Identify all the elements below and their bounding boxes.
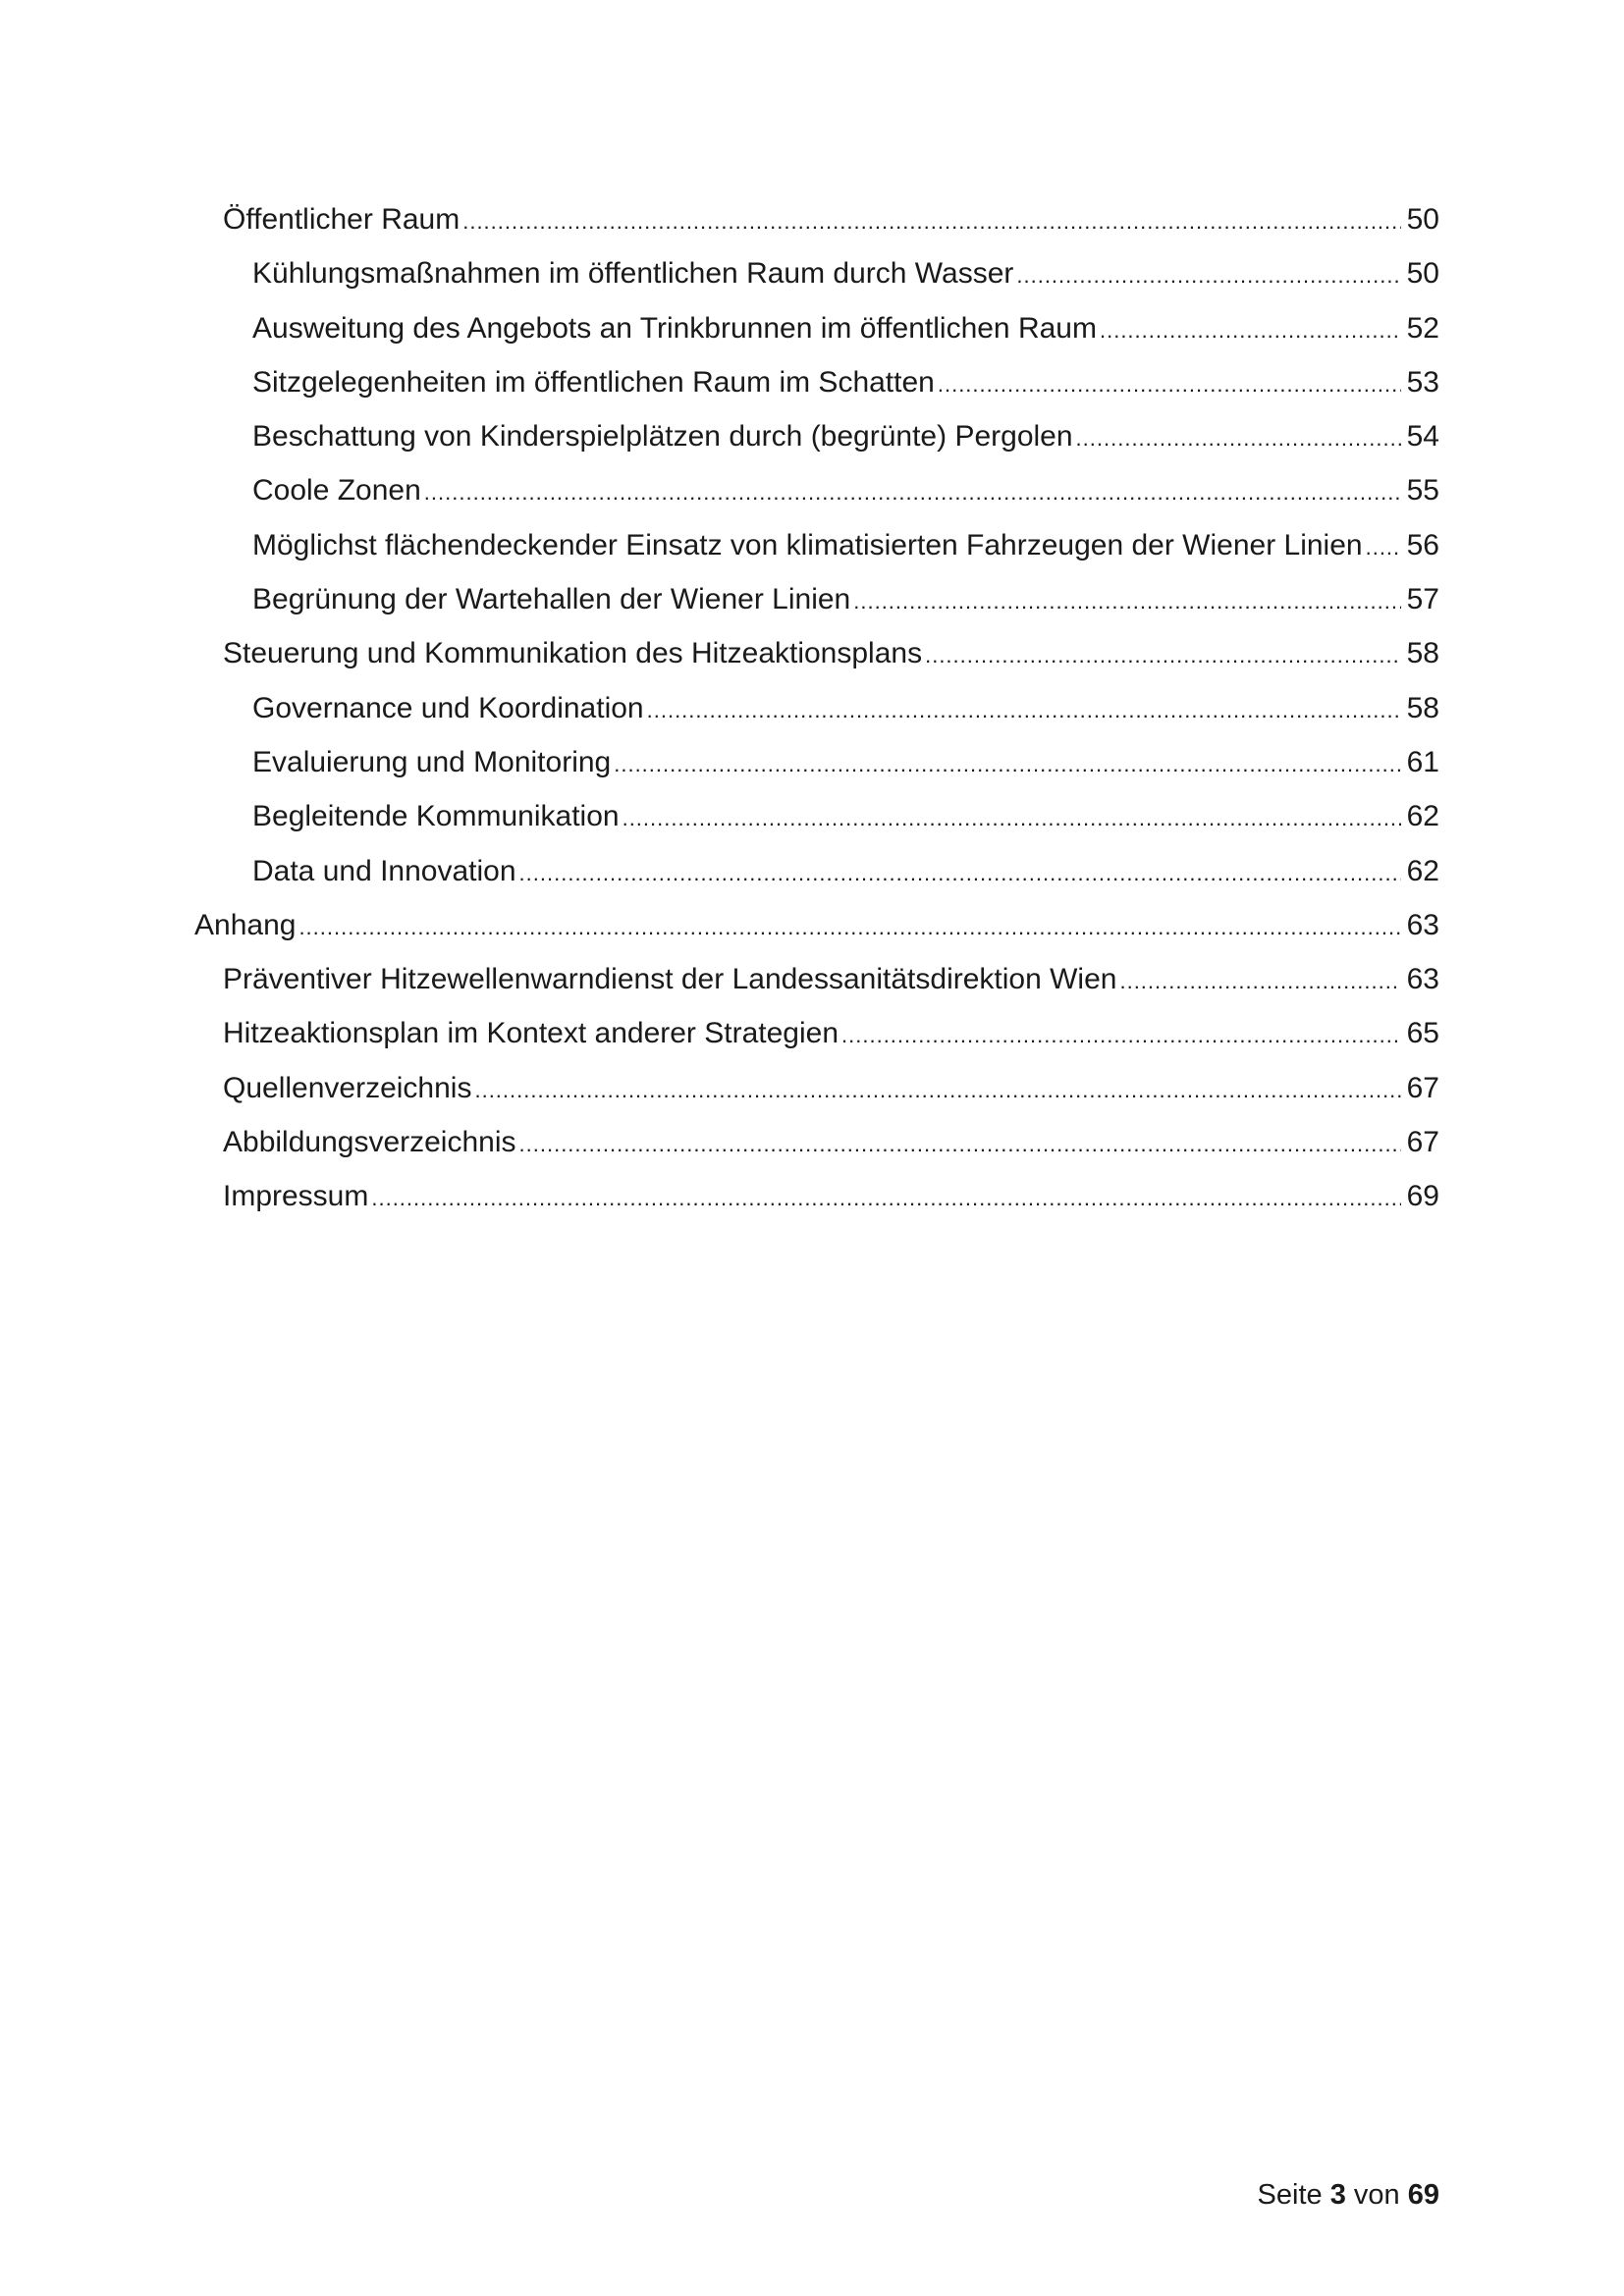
toc-dot-leader [424,465,1401,517]
toc-entry[interactable] [194,626,1439,680]
toc-entry-title: Begleitende Kommunikation [252,800,620,833]
toc-dot-leader [1366,520,1401,572]
toc-entry-title: Data und Innovation [252,854,516,887]
toc-entry[interactable] [194,409,1439,463]
toc-entry-page-number: 56 [1406,528,1439,561]
toc-dot-leader [614,737,1400,789]
toc-dot-leader [1119,954,1400,1006]
toc-entry-page-number: 53 [1406,365,1439,399]
toc-dot-leader [519,1117,1401,1169]
toc-dot-leader [623,791,1401,843]
total-pages-number: 69 [1407,2179,1439,2211]
toc-entry[interactable] [194,952,1439,1006]
page-footer [1258,2175,1439,2215]
toc-dot-leader [938,357,1401,409]
toc-entry-title: Abbildungsverzeichnis [223,1126,516,1159]
toc-entry-page-number: 58 [1406,637,1439,670]
page-label: Seite [1257,2179,1323,2211]
toc-entry-title: Öffentlicher Raum [223,203,460,236]
toc-entry[interactable] [194,1006,1439,1060]
toc-entry-title: Sitzgelegenheiten im öffentlichen Raum im Schatten [252,365,935,399]
table-of-contents [194,192,1439,1224]
toc-entry-title: Impressum [223,1180,369,1213]
toc-entry-title: Kühlungsmaßnahmen im öffentlichen Raum durch Wasser [252,257,1014,291]
toc-entry[interactable] [194,1061,1439,1115]
toc-entry-page-number: 63 [1406,908,1439,941]
toc-entry-page-number: 69 [1406,1180,1439,1213]
toc-entry[interactable] [194,844,1439,898]
toc-dot-leader [647,683,1401,735]
toc-entry-page-number: 67 [1406,1071,1439,1104]
page-of-label: von [1353,2179,1400,2211]
toc-entry-title: Präventiver Hitzewellenwarndienst der Landessanitätsdirektion Wien [223,963,1117,996]
toc-entry-title: Quellenverzeichnis [223,1071,472,1104]
toc-entry[interactable] [194,735,1439,789]
toc-dot-leader [519,846,1401,898]
toc-dot-leader [1076,411,1401,463]
toc-entry-page-number: 50 [1406,257,1439,291]
toc-entry-title: Evaluierung und Monitoring [252,745,612,778]
toc-entry-title: Anhang [194,908,297,941]
toc-entry-page-number: 67 [1406,1126,1439,1159]
toc-entry-page-number: 63 [1406,963,1439,996]
toc-entry-title: Möglichst flächendeckender Einsatz von klimatisierten Fahrzeugen der Wiener Linien [252,528,1363,561]
toc-entry[interactable] [194,192,1439,246]
toc-entry[interactable] [194,572,1439,626]
toc-entry[interactable] [194,789,1439,843]
toc-entry[interactable] [194,681,1439,735]
toc-entry-page-number: 54 [1406,420,1439,454]
toc-entry-title: Ausweitung des Angebots an Trinkbrunnen im öffentlichen Raum [252,311,1097,345]
toc-entry[interactable] [194,355,1439,409]
toc-entry[interactable] [194,898,1439,952]
toc-dot-leader [371,1171,1400,1223]
toc-entry-page-number: 57 [1406,583,1439,616]
toc-entry[interactable] [194,463,1439,517]
toc-dot-leader [474,1063,1400,1115]
toc-dot-leader [1100,303,1401,355]
toc-entry-title: Steuerung und Kommunikation des Hitzeaktionsplans [223,637,923,670]
toc-dot-leader [841,1008,1401,1060]
toc-entry-page-number: 62 [1406,854,1439,887]
toc-entry-title: Hitzeaktionsplan im Kontext anderer Strategien [223,1017,839,1050]
toc-entry-page-number: 61 [1406,745,1439,778]
toc-entry[interactable] [194,1115,1439,1169]
toc-dot-leader [1016,248,1400,300]
toc-entry[interactable] [194,518,1439,572]
toc-dot-leader [853,574,1400,626]
toc-entry-title: Begrünung der Wartehallen der Wiener Linien [252,583,851,616]
toc-entry-page-number: 50 [1406,203,1439,236]
toc-entry[interactable] [194,246,1439,300]
toc-entry-page-number: 55 [1406,474,1439,507]
toc-entry-title: Beschattung von Kinderspielplätzen durch (begrünte) Pergolen [252,420,1073,454]
toc-entry[interactable] [194,1169,1439,1223]
current-page-number: 3 [1329,2179,1346,2211]
toc-entry[interactable] [194,301,1439,355]
toc-entry-title: Governance und Koordination [252,691,644,724]
toc-entry-page-number: 65 [1406,1017,1439,1050]
toc-dot-leader [925,628,1401,680]
toc-dot-leader [462,194,1400,246]
toc-entry-page-number: 58 [1406,691,1439,724]
toc-dot-leader [298,900,1400,952]
toc-entry-page-number: 62 [1406,800,1439,833]
toc-entry-page-number: 52 [1406,311,1439,345]
toc-entry-title: Coole Zonen [252,474,421,507]
